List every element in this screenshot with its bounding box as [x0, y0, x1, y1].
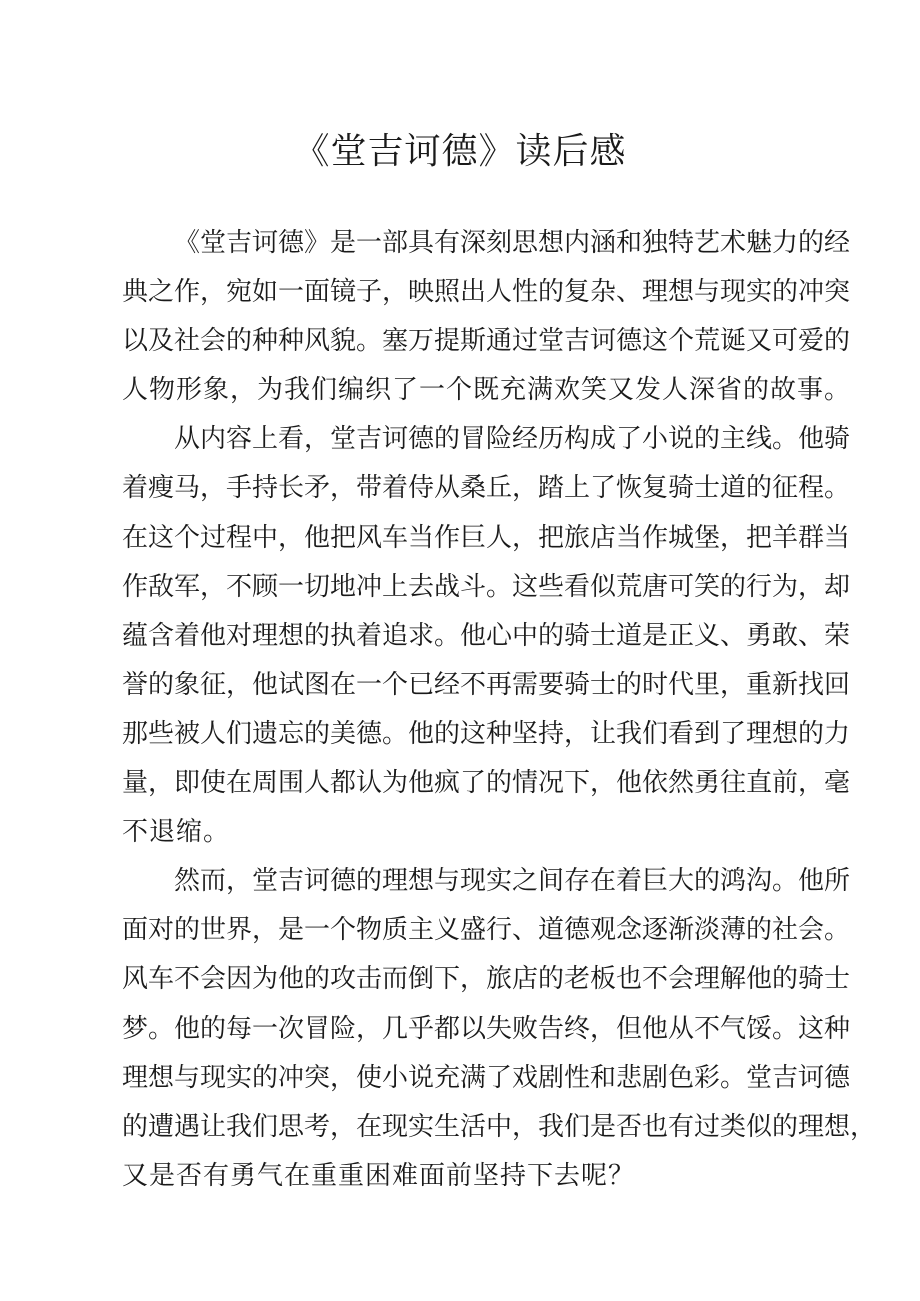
text-line: 又是否有勇气在重重困难面前坚持下去呢？ [122, 1160, 636, 1191]
text-line: 理想与现实的冲突，使小说充满了戏剧性和悲剧色彩。堂吉诃德 [122, 1062, 851, 1093]
text-line: 作敌军，不顾一切地冲上去战斗。这些看似荒唐可笑的行为，却 [122, 571, 851, 602]
text-line: 然而，堂吉诃德的理想与现实之间存在着巨大的鸿沟。他所 [174, 866, 851, 897]
text-line: 梦。他的每一次冒险，几乎都以失败告终，但他从不气馁。这种 [122, 1013, 851, 1044]
document-body [122, 219, 877, 1201]
text-line: 不退缩。 [122, 817, 231, 848]
text-line: 面对的世界，是一个物质主义盛行、道德观念逐渐淡薄的社会。 [122, 915, 851, 946]
paragraph [122, 219, 852, 415]
paragraph [122, 857, 877, 1201]
text-line: 在这个过程中，他把风车当作巨人，把旅店当作城堡，把羊群当 [122, 522, 851, 553]
text-line: 以及社会的种种风貌。塞万提斯通过堂吉诃德这个荒诞又可爱的 [122, 326, 851, 357]
text-line: 着瘦马，手持长矛，带着侍从桑丘，踏上了恢复骑士道的征程。 [122, 473, 851, 504]
text-line: 典之作，宛如一面镜子，映照出人性的复杂、理想与现实的冲突 [122, 277, 851, 308]
text-line: 那些被人们遗忘的美德。他的这种坚持，让我们看到了理想的力 [122, 718, 851, 749]
text-line: 人物形象，为我们编织了一个既充满欢笑又发人深省的故事。 [122, 375, 852, 406]
text-line: 蕴含着他对理想的执着追求。他心中的骑士道是正义、勇敢、荣 [122, 620, 851, 651]
text-line: 量，即使在周围人都认为他疯了的情况下，他依然勇往直前，毫 [122, 768, 851, 799]
text-line: 风车不会因为他的攻击而倒下，旅店的老板也不会理解他的骑士 [122, 964, 851, 995]
document-title: 《堂吉诃德》读后感 [293, 131, 627, 172]
text-line: 从内容上看，堂吉诃德的冒险经历构成了小说的主线。他骑 [174, 424, 851, 455]
text-line: 的遭遇让我们思考，在现实生活中，我们是否也有过类似的理想， [122, 1111, 877, 1142]
paragraph [122, 415, 851, 857]
text-line: 《堂吉诃德》是一部具有深刻思想内涵和独特艺术魅力的经 [174, 228, 851, 258]
text-line: 誉的象征，他试图在一个已经不再需要骑士的时代里，重新找回 [122, 669, 851, 700]
